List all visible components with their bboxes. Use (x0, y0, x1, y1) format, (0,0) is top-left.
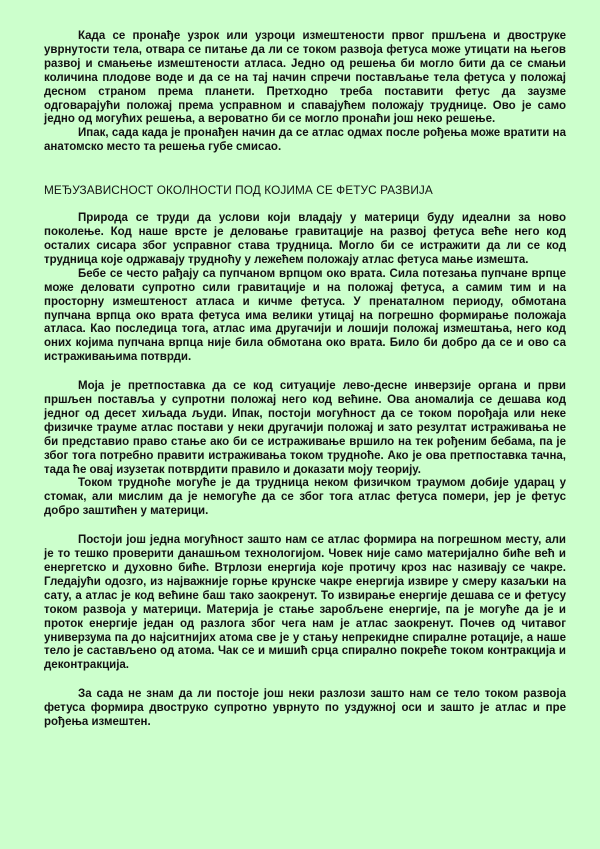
block2-paragraph-1: Моја је претпоставка да се код ситуације лево-десне инверзије органа и први пршљен поставља у супротни положај него код већине. Ова аномалија се дешава код једног од десет хиљада људи. Ипак, постоји могућност да се током порођаја или неке физичке трауме атлас постави у неки другачији положај и зато резултат истраживања не би представио право стање ако би се истраживање вршило на тек рођеним бебама, па је због тога потребно правити истраживања током трудноће. Ако је ова претпоставка тачна, тада ће овај изузетак потврдити правило и доказати моју теорију. (44, 380, 566, 476)
spacer (44, 519, 566, 534)
spacer (44, 197, 566, 212)
document-page (44, 30, 566, 730)
block1-paragraph-2: Бебе се често рађају са пупчаном врпцом око врата. Сила потезања пупчане врпце може деловати супротно сили гравитације и на положај фетуса, а самим тим и на просторну измештеност атласа и кичме фетуса. У пренаталном периоду, обмотана пупчана врпца око врата фетуса има велики утицај на погрешно формирање положаја атласа. Као последица тога, атлас има другачији и лошији положај измештања, него код оних којима пупчана врпца није била обмотана око врата. Било би добро да се и ово са истраживањима потврди. (44, 267, 566, 364)
intro-paragraph-1: Када се пронађе узрок или узроци измештености првог пршљена и двоструке уврнутости тела, отвара се питање да ли се током развоја фетуса може утицати на његов развој и смањење измештености атласа. Једно од решења би могло бити да се смањи количина плодове воде и да се на тај начин спречи постављање тела фетуса у положај десном страном према планети. Претходно треба поставити фетус да заузме одговарајући положај према усправном и спавајућем положају труднице. Ово је само једно од могућих решења, а вероватно би се могло пронаћи још неко решење. (44, 30, 566, 126)
spacer (44, 673, 566, 688)
section-heading: МЕЂУЗАВИСНОСТ ОКОЛНОСТИ ПОД КОЈИМА СЕ ФЕТУС РАЗВИЈА (44, 183, 433, 198)
block4-paragraph-1: За сада не знам да ли постоје још неки разлози зашто нам се тело током развоја фетуса формира двоструко супротно уврнуто по уздужној оси и зашто је атлас и пре рођења измештен. (44, 688, 566, 729)
block2-paragraph-2: Током трудноће могуће је да трудница неком физичком траумом добије ударац у стомак, али мислим да је немогуће да се због тога атлас фетуса помери, јер је фетус добро заштићен у материци. (44, 477, 566, 518)
block3-paragraph-1: Постоји још једна могућност зашто нам се атлас формира на погрешном месту, али је то тешко проверити данашњом технологијом. Човек није само материјално биће већ и енергетско и духовно биће. Втрлози енергија које протичу кроз нас називају се чакре. Гледајући одозго, из најважније горње крунске чакре енергија извире у смеру казаљки на сату, а атлас је код већине баш тако заокренут. То извирање енергије дешава се и фетусу током развоја у материци. Материја је стање заробљене енергије, па је могуће да је и проток енергије један од разлога због чега нам је атлас заокренут. Почев од читавог универзума па до најситнијих атома све је у стању непрекидне спиралне ротације, а наше тело је састављено од атома. Чак се и мишић срца спирално покреће током контракција и деконтракција. (44, 534, 566, 672)
spacer (44, 155, 566, 183)
block1-paragraph-1: Природа се труди да услови који владају у материци буду идеални за ново поколење. Код наше врсте је деловање гравитације на развој фетуса веће него код осталих сисара због усправног става трудница. Могло би се истражити да ли се код трудница које одржавају трудноћу у лежећем положају атлас фетуса мање измешта. (44, 212, 566, 266)
intro-paragraph-2: Ипак, сада када је пронађен начин да се атлас одмах после рођења може вратити на анатомско место та решења губе смисао. (44, 127, 566, 154)
spacer (44, 365, 566, 380)
